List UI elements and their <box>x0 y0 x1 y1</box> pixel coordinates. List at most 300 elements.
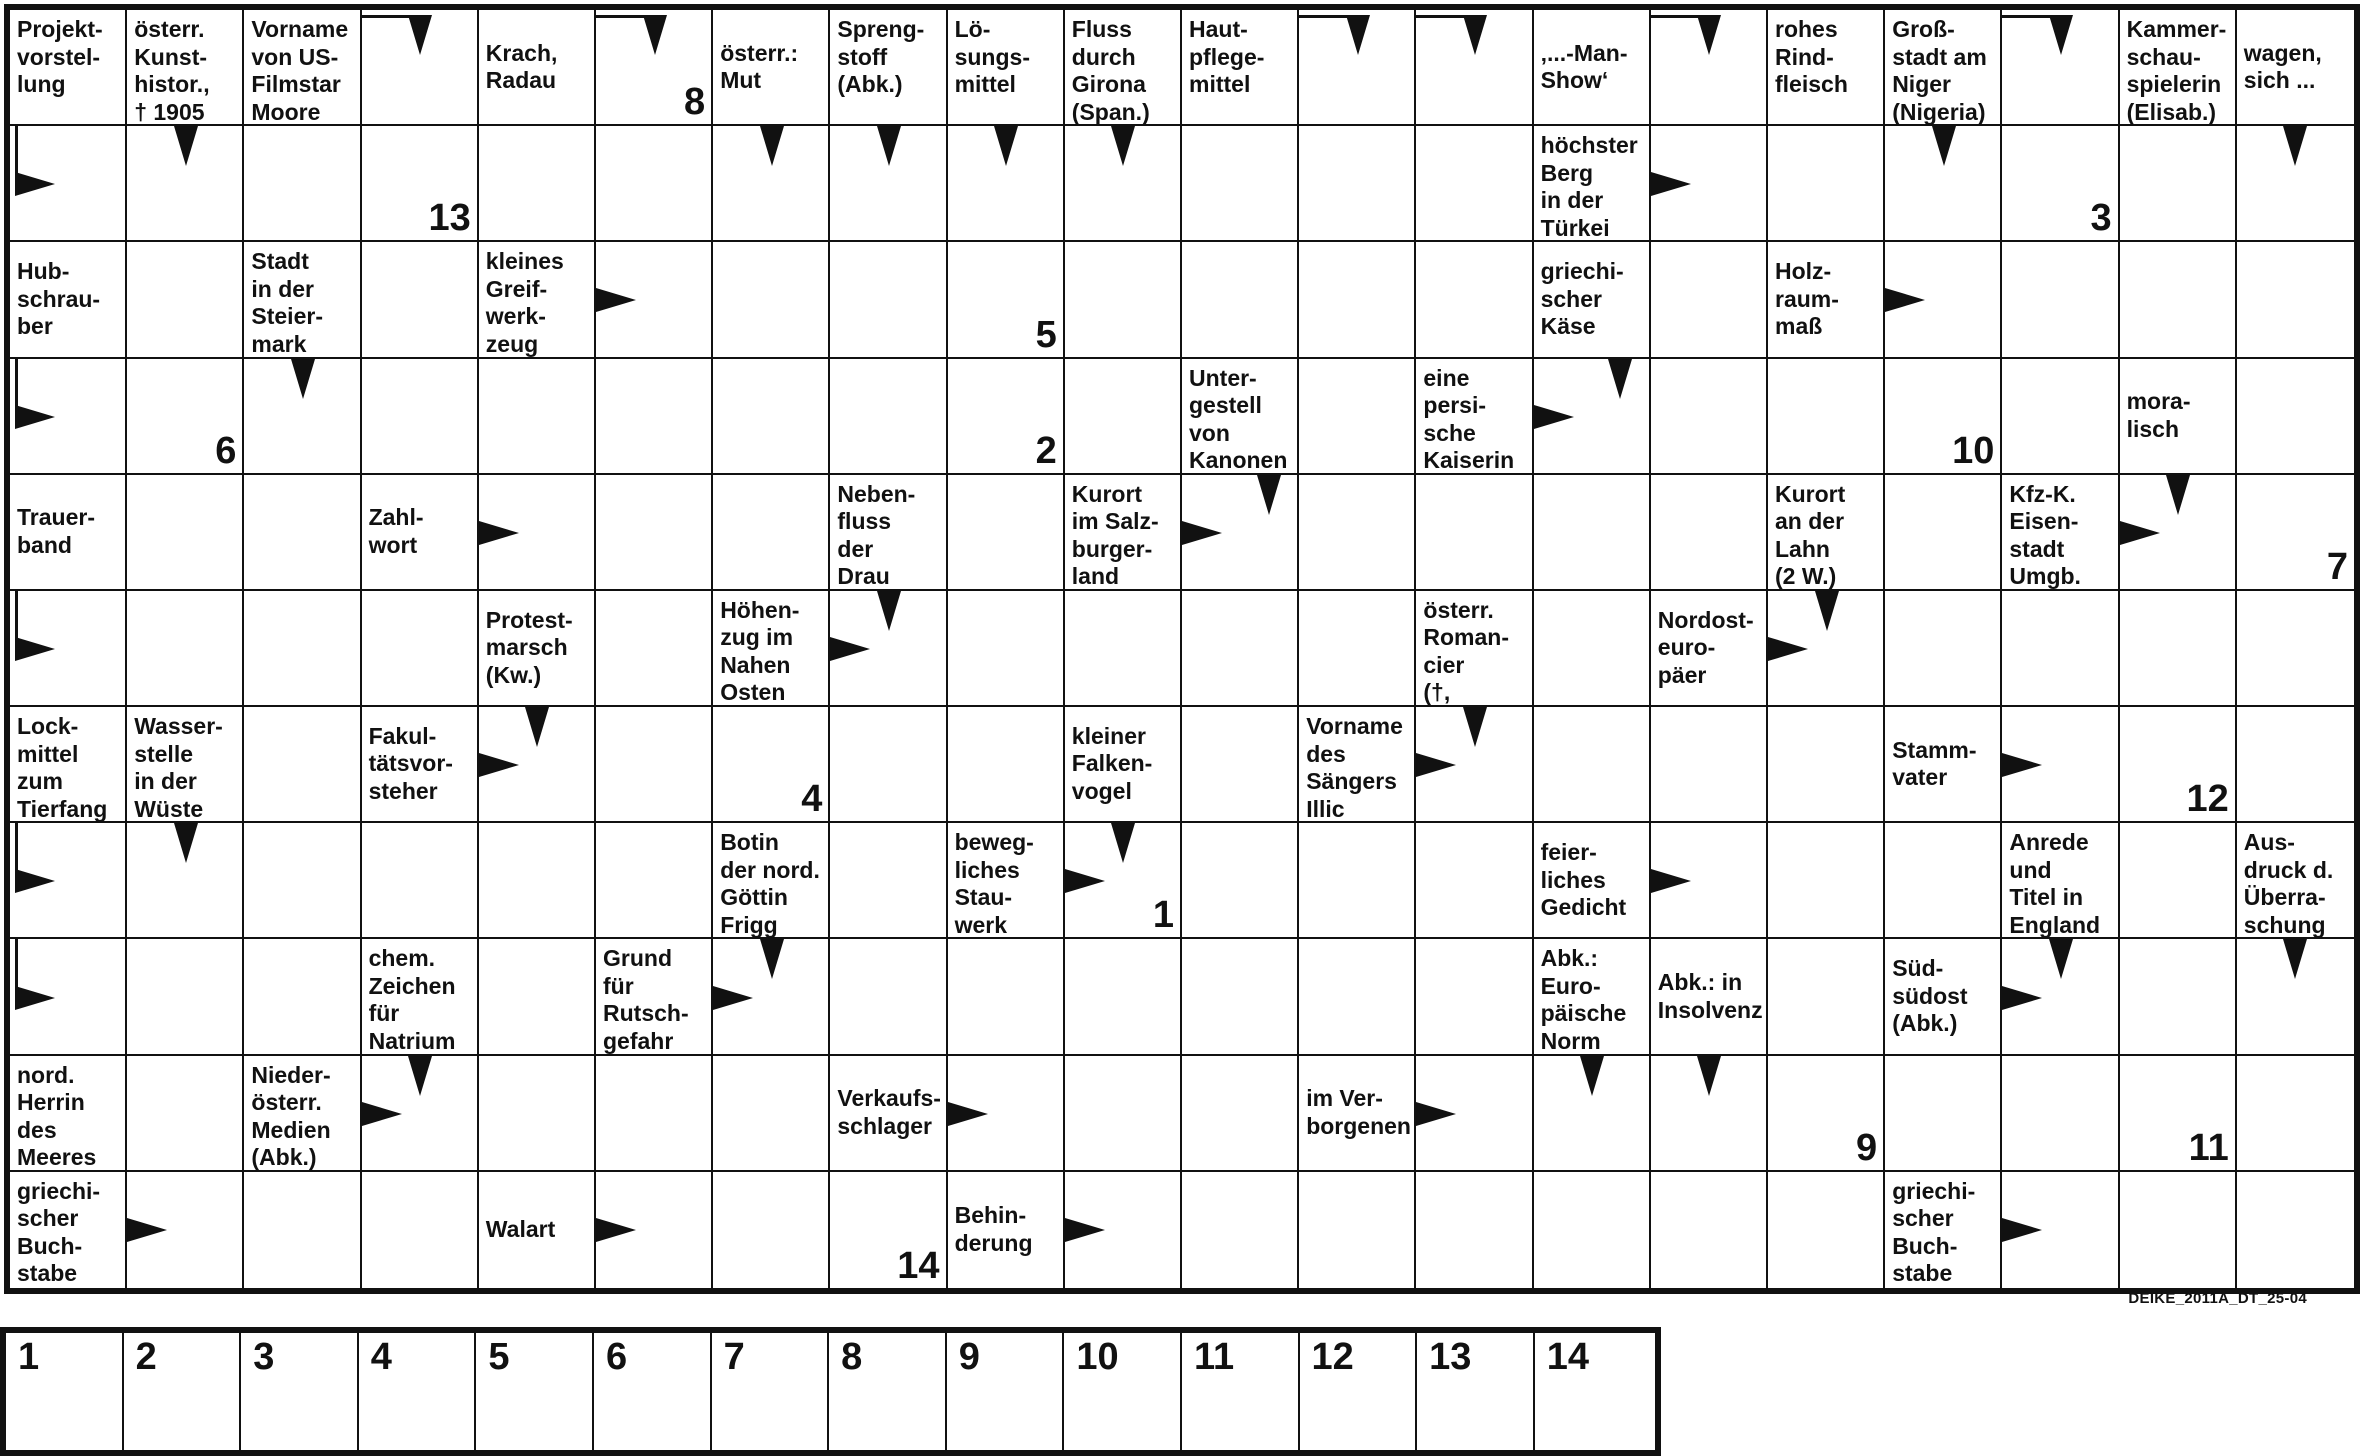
answer-cell[interactable] <box>713 126 830 242</box>
arrow-down-icon <box>1346 15 1370 55</box>
answer-cell[interactable] <box>1065 126 1182 242</box>
clue-cell <box>1299 1056 1416 1172</box>
solution-box[interactable] <box>594 1333 712 1450</box>
solution-number: 11 <box>2188 1126 2229 1169</box>
answer-cell[interactable] <box>2002 1172 2119 1288</box>
answer-cell[interactable] <box>244 359 361 475</box>
clue-text: chem. Zeichen für Natrium <box>368 945 456 1054</box>
answer-cell[interactable] <box>596 1056 713 1172</box>
answer-cell[interactable] <box>244 707 361 823</box>
answer-cell[interactable] <box>1885 591 2002 707</box>
answer-cell[interactable] <box>1065 591 1182 707</box>
solution-row <box>0 1327 1661 1456</box>
solution-number: 6 <box>215 429 237 472</box>
arrow-down-icon <box>2283 939 2307 979</box>
answer-cell[interactable] <box>1651 823 1768 939</box>
answer-cell[interactable] <box>1651 1172 1768 1288</box>
clue-cell <box>830 10 947 126</box>
answer-cell[interactable] <box>127 823 244 939</box>
answer-cell[interactable] <box>1885 242 2002 358</box>
answer-cell[interactable] <box>713 707 830 823</box>
answer-cell[interactable] <box>1182 823 1299 939</box>
clue-cell <box>713 823 830 939</box>
clue-cell <box>10 475 127 591</box>
clue-cell <box>2120 10 2237 126</box>
answer-cell[interactable] <box>1534 1172 1651 1288</box>
answer-cell[interactable] <box>10 939 127 1055</box>
solution-box[interactable] <box>241 1333 359 1450</box>
solution-box[interactable] <box>1417 1333 1535 1450</box>
answer-cell[interactable] <box>244 1172 361 1288</box>
answer-cell[interactable] <box>479 359 596 475</box>
clue-cell <box>244 1056 361 1172</box>
answer-cell[interactable] <box>2237 1172 2354 1288</box>
answer-cell[interactable] <box>1416 1056 1533 1172</box>
answer-cell[interactable] <box>1885 823 2002 939</box>
arrow-down-icon <box>1111 823 1135 863</box>
answer-cell[interactable] <box>1416 1172 1533 1288</box>
arrow-right-icon <box>1651 869 1691 893</box>
clue-text: griechi- scher Käse <box>1540 258 1624 340</box>
arrow-down-icon <box>174 126 198 166</box>
clue-cell <box>479 242 596 358</box>
answer-cell[interactable] <box>1416 10 1533 126</box>
answer-cell[interactable] <box>948 939 1065 1055</box>
clue-cell <box>479 591 596 707</box>
clue-text: Vorname des Sängers Illic <box>1306 713 1403 822</box>
solution-box[interactable] <box>712 1333 830 1450</box>
answer-cell[interactable] <box>1182 1172 1299 1288</box>
answer-cell[interactable] <box>2002 359 2119 475</box>
answer-cell[interactable] <box>948 359 1065 475</box>
clue-text: Verkaufs- schlager <box>837 1085 941 1139</box>
solution-number: 8 <box>684 81 706 124</box>
answer-cell[interactable] <box>127 1056 244 1172</box>
answer-cell[interactable] <box>1768 823 1885 939</box>
clue-text: Nieder- österr. Medien (Abk.) <box>251 1061 331 1171</box>
answer-cell[interactable] <box>830 591 947 707</box>
answer-cell[interactable] <box>1182 1056 1299 1172</box>
answer-cell[interactable] <box>1299 126 1416 242</box>
answer-cell[interactable] <box>1416 823 1533 939</box>
clue-cell <box>1534 939 1651 1055</box>
clue-text: Walart <box>485 1216 556 1243</box>
answer-cell[interactable] <box>1651 1056 1768 1172</box>
clue-cell <box>1768 475 1885 591</box>
arrow-down-icon <box>1580 1056 1604 1096</box>
answer-cell[interactable] <box>830 1172 947 1288</box>
clue-text: Botin der nord. Göttin Frigg <box>720 829 820 938</box>
answer-cell[interactable] <box>1065 242 1182 358</box>
clue-text: Trauer- band <box>17 504 95 558</box>
answer-cell[interactable] <box>713 475 830 591</box>
answer-cell[interactable] <box>1534 359 1651 475</box>
answer-cell[interactable] <box>1651 475 1768 591</box>
solution-number: 10 <box>1952 429 1995 472</box>
solution-box[interactable] <box>1300 1333 1418 1450</box>
answer-cell[interactable] <box>1885 1056 2002 1172</box>
clue-text: österr.: Mut <box>720 39 799 94</box>
answer-cell[interactable] <box>596 10 713 126</box>
arrow-right-icon <box>2002 1218 2042 1242</box>
clue-text: griechi- scher Buch- stabe <box>1892 1177 1976 1287</box>
answer-cell[interactable] <box>1416 475 1533 591</box>
answer-cell[interactable] <box>1299 475 1416 591</box>
clue-text: Grund für Rutsch- gefahr <box>603 945 689 1054</box>
clue-cell <box>1534 10 1651 126</box>
answer-cell[interactable] <box>479 126 596 242</box>
answer-cell[interactable] <box>1651 126 1768 242</box>
solution-box-number: 3 <box>253 1336 275 1378</box>
arrow-down-icon <box>1463 707 1487 747</box>
answer-cell[interactable] <box>1885 359 2002 475</box>
answer-cell[interactable] <box>362 591 479 707</box>
solution-box[interactable] <box>359 1333 477 1450</box>
arrow-down-icon <box>1463 15 1487 55</box>
answer-cell[interactable] <box>1182 591 1299 707</box>
clue-text: Spreng- stoff (Abk.) <box>837 16 925 97</box>
clue-cell <box>127 707 244 823</box>
answer-cell[interactable] <box>244 939 361 1055</box>
arrow-down-icon <box>1697 1056 1721 1096</box>
clue-cell <box>362 939 479 1055</box>
answer-cell[interactable] <box>479 707 596 823</box>
answer-cell[interactable] <box>596 823 713 939</box>
solution-box-number: 6 <box>605 1336 628 1378</box>
answer-cell[interactable] <box>2002 1056 2119 1172</box>
answer-cell[interactable] <box>1768 939 1885 1055</box>
answer-cell[interactable] <box>1182 475 1299 591</box>
answer-cell[interactable] <box>830 242 947 358</box>
answer-cell[interactable] <box>1299 591 1416 707</box>
solution-box[interactable] <box>124 1333 242 1450</box>
clue-text: beweg- liches Stau- werk <box>954 829 1034 938</box>
answer-cell[interactable] <box>596 1172 713 1288</box>
arrow-down-icon <box>525 707 549 747</box>
clue-cell <box>713 591 830 707</box>
answer-cell[interactable] <box>713 1172 830 1288</box>
solution-box-number: 12 <box>1311 1336 1354 1378</box>
answer-cell[interactable] <box>2002 242 2119 358</box>
answer-cell[interactable] <box>1065 939 1182 1055</box>
clue-cell <box>596 939 713 1055</box>
clue-cell <box>362 707 479 823</box>
clue-text: ‚...-Man- Show‘ <box>1540 39 1628 94</box>
clue-cell <box>2237 10 2354 126</box>
clue-text: Aus- druck d. Überra- schung <box>2243 829 2334 938</box>
solution-box[interactable] <box>829 1333 947 1450</box>
answer-cell[interactable] <box>1534 1056 1651 1172</box>
answer-cell[interactable] <box>1299 242 1416 358</box>
clue-text: Groß- stadt am Niger (Nigeria) <box>1892 16 1987 125</box>
answer-cell[interactable] <box>2237 359 2354 475</box>
answer-cell[interactable] <box>1182 707 1299 823</box>
clue-text: Neben- fluss der Drau <box>837 480 916 590</box>
answer-cell[interactable] <box>127 591 244 707</box>
answer-cell[interactable] <box>1416 242 1533 358</box>
arrow-right-icon <box>1416 1102 1456 1126</box>
clue-cell <box>1651 939 1768 1055</box>
solution-box[interactable] <box>1064 1333 1182 1450</box>
clue-cell <box>1768 242 1885 358</box>
arrow-down-icon <box>408 15 432 55</box>
answer-cell[interactable] <box>713 359 830 475</box>
clue-text: Lock- mittel zum Tierfang <box>17 713 108 822</box>
answer-cell[interactable] <box>2120 823 2237 939</box>
clue-text: im Ver- borgenen <box>1306 1085 1411 1139</box>
answer-cell[interactable] <box>2237 475 2354 591</box>
clue-cell <box>1416 591 1533 707</box>
answer-cell[interactable] <box>2237 126 2354 242</box>
solution-number: 12 <box>2186 778 2229 821</box>
arrow-right-icon <box>1651 172 1691 196</box>
clue-text: österr. Kunst- histor., † 1905 <box>134 16 210 125</box>
answer-cell[interactable] <box>948 475 1065 591</box>
answer-cell[interactable] <box>1182 126 1299 242</box>
answer-cell[interactable] <box>2002 126 2119 242</box>
answer-cell[interactable] <box>1885 475 2002 591</box>
answer-cell[interactable] <box>2120 591 2237 707</box>
solution-box-number: 8 <box>841 1336 863 1378</box>
answer-cell[interactable] <box>10 126 127 242</box>
clue-cell <box>127 10 244 126</box>
answer-cell[interactable] <box>1065 359 1182 475</box>
clue-cell <box>1885 1172 2002 1288</box>
arrow-right-icon <box>15 405 55 429</box>
clue-text: Unter- gestell von Kanonen <box>1189 364 1288 474</box>
clue-text: Lö- sungs- mittel <box>954 16 1030 97</box>
answer-cell[interactable] <box>2002 939 2119 1055</box>
answer-cell[interactable] <box>127 475 244 591</box>
answer-cell[interactable] <box>830 359 947 475</box>
answer-cell[interactable] <box>1416 126 1533 242</box>
crossword-grid <box>4 4 2360 1294</box>
answer-cell[interactable] <box>596 126 713 242</box>
solution-box[interactable] <box>947 1333 1065 1450</box>
answer-cell[interactable] <box>1299 939 1416 1055</box>
clue-text: Wasser- stelle in der Wüste <box>134 713 223 822</box>
answer-cell[interactable] <box>596 359 713 475</box>
solution-number: 13 <box>428 197 471 240</box>
clue-cell <box>10 242 127 358</box>
clue-text: Nordost- euro- päer <box>1657 606 1754 688</box>
answer-cell[interactable] <box>1768 591 1885 707</box>
clue-cell <box>2120 359 2237 475</box>
answer-cell[interactable] <box>244 126 361 242</box>
answer-cell[interactable] <box>1065 1172 1182 1288</box>
answer-cell[interactable] <box>1065 823 1182 939</box>
answer-cell[interactable] <box>127 359 244 475</box>
arrow-down-icon <box>1815 591 1839 631</box>
arrow-down-icon <box>2049 15 2073 55</box>
answer-cell[interactable] <box>2120 1056 2237 1172</box>
solution-number: 2 <box>1035 429 1057 472</box>
answer-cell[interactable] <box>362 1056 479 1172</box>
answer-cell[interactable] <box>948 126 1065 242</box>
answer-cell[interactable] <box>10 823 127 939</box>
arrow-down-icon <box>994 126 1018 166</box>
answer-cell[interactable] <box>948 707 1065 823</box>
solution-box[interactable] <box>476 1333 594 1450</box>
answer-cell[interactable] <box>362 10 479 126</box>
clue-text: wagen, sich ... <box>2243 39 2322 94</box>
solution-number: 9 <box>1856 1126 1878 1169</box>
arrow-down-icon <box>643 15 667 55</box>
solution-number: 5 <box>1035 313 1057 356</box>
answer-cell[interactable] <box>2237 591 2354 707</box>
answer-cell[interactable] <box>1299 359 1416 475</box>
solution-number: 3 <box>2090 197 2112 240</box>
arrow-down-icon <box>408 1056 432 1096</box>
answer-cell[interactable] <box>2237 1056 2354 1172</box>
clue-cell <box>2002 823 2119 939</box>
answer-cell[interactable] <box>948 1056 1065 1172</box>
clue-cell <box>362 475 479 591</box>
arrow-right-icon <box>713 986 753 1010</box>
answer-cell[interactable] <box>2120 1172 2237 1288</box>
clue-text: Anrede und Titel in England <box>2009 829 2101 938</box>
arrow-right-icon <box>1416 753 1456 777</box>
clue-cell <box>948 10 1065 126</box>
answer-cell[interactable] <box>1182 939 1299 1055</box>
answer-cell[interactable] <box>127 1172 244 1288</box>
clue-text: mora- lisch <box>2126 388 2191 442</box>
solution-box-number: 5 <box>488 1336 510 1378</box>
answer-cell[interactable] <box>362 1172 479 1288</box>
arrow-right-icon <box>596 288 636 312</box>
puzzle-code: DEIKE_2011A_DT_25-04 <box>2128 1290 2307 1307</box>
answer-cell[interactable] <box>1299 1172 1416 1288</box>
arrow-down-icon <box>1932 126 1956 166</box>
answer-cell[interactable] <box>2120 939 2237 1055</box>
solution-box-number: 14 <box>1546 1336 1589 1378</box>
arrow-right-icon <box>15 869 55 893</box>
clue-text: Protest- marsch (Kw.) <box>485 606 573 688</box>
answer-cell[interactable] <box>244 823 361 939</box>
clue-cell <box>244 10 361 126</box>
clue-cell <box>1065 475 1182 591</box>
answer-cell[interactable] <box>2237 939 2354 1055</box>
answer-cell[interactable] <box>2120 242 2237 358</box>
answer-cell[interactable] <box>1534 591 1651 707</box>
answer-cell[interactable] <box>1651 242 1768 358</box>
answer-cell[interactable] <box>830 823 947 939</box>
clue-text: höchster Berg in der Türkei <box>1540 132 1638 241</box>
solution-box[interactable] <box>1535 1333 1655 1450</box>
answer-cell[interactable] <box>2002 10 2119 126</box>
answer-cell[interactable] <box>713 242 830 358</box>
answer-cell[interactable] <box>1768 1056 1885 1172</box>
answer-cell[interactable] <box>713 1056 830 1172</box>
answer-cell[interactable] <box>596 475 713 591</box>
clue-cell <box>479 10 596 126</box>
answer-cell[interactable] <box>1885 126 2002 242</box>
arrow-right-icon <box>1065 869 1105 893</box>
answer-cell[interactable] <box>362 126 479 242</box>
answer-cell[interactable] <box>1651 359 1768 475</box>
answer-cell[interactable] <box>362 359 479 475</box>
clue-text: Fluss durch Girona (Span.) <box>1071 16 1150 125</box>
clue-text: Kurort im Salz- burger- land <box>1071 480 1159 590</box>
answer-cell[interactable] <box>362 823 479 939</box>
answer-cell[interactable] <box>1299 823 1416 939</box>
arrow-right-icon <box>1885 288 1925 312</box>
answer-cell[interactable] <box>244 475 361 591</box>
solution-box[interactable] <box>6 1333 124 1450</box>
answer-cell[interactable] <box>127 126 244 242</box>
answer-cell[interactable] <box>1651 10 1768 126</box>
answer-cell[interactable] <box>127 242 244 358</box>
answer-cell[interactable] <box>2002 591 2119 707</box>
answer-cell[interactable] <box>362 242 479 358</box>
answer-cell[interactable] <box>2002 707 2119 823</box>
answer-cell[interactable] <box>10 591 127 707</box>
arrow-right-icon <box>15 637 55 661</box>
answer-cell[interactable] <box>1534 475 1651 591</box>
solution-box[interactable] <box>1182 1333 1300 1450</box>
clue-text: nord. Herrin des Meeres <box>17 1061 97 1171</box>
answer-cell[interactable] <box>2237 242 2354 358</box>
answer-cell[interactable] <box>830 707 947 823</box>
answer-cell[interactable] <box>948 591 1065 707</box>
clue-cell <box>1885 939 2002 1055</box>
answer-cell[interactable] <box>1768 1172 1885 1288</box>
answer-cell[interactable] <box>1768 707 1885 823</box>
answer-cell[interactable] <box>1534 707 1651 823</box>
answer-cell[interactable] <box>479 475 596 591</box>
answer-cell[interactable] <box>1182 242 1299 358</box>
arrow-right-icon <box>1065 1218 1105 1242</box>
clue-cell <box>10 1056 127 1172</box>
arrow-down-icon <box>877 126 901 166</box>
answer-cell[interactable] <box>127 939 244 1055</box>
answer-cell[interactable] <box>1299 10 1416 126</box>
answer-cell[interactable] <box>2120 707 2237 823</box>
answer-cell[interactable] <box>713 939 830 1055</box>
answer-cell[interactable] <box>2120 475 2237 591</box>
answer-cell[interactable] <box>2120 126 2237 242</box>
answer-cell[interactable] <box>1416 939 1533 1055</box>
answer-cell[interactable] <box>1768 126 1885 242</box>
answer-cell[interactable] <box>2237 707 2354 823</box>
answer-cell[interactable] <box>479 939 596 1055</box>
answer-cell[interactable] <box>1768 359 1885 475</box>
answer-cell[interactable] <box>830 126 947 242</box>
clue-cell <box>1416 359 1533 475</box>
clue-cell <box>1768 10 1885 126</box>
answer-cell[interactable] <box>10 359 127 475</box>
answer-cell[interactable] <box>1651 707 1768 823</box>
arrow-right-icon <box>2120 521 2160 545</box>
answer-cell[interactable] <box>830 939 947 1055</box>
clue-text: Kammer- schau- spielerin (Elisab.) <box>2126 16 2227 125</box>
arrow-right-icon <box>479 521 519 545</box>
clue-cell <box>830 475 947 591</box>
answer-cell[interactable] <box>948 242 1065 358</box>
answer-cell[interactable] <box>244 591 361 707</box>
answer-cell[interactable] <box>479 823 596 939</box>
answer-cell[interactable] <box>596 707 713 823</box>
clue-cell <box>1885 707 2002 823</box>
solution-box-number: 1 <box>18 1336 40 1378</box>
clue-cell <box>830 1056 947 1172</box>
answer-cell[interactable] <box>1065 1056 1182 1172</box>
answer-cell[interactable] <box>479 1056 596 1172</box>
answer-cell[interactable] <box>596 242 713 358</box>
clue-text: kleines Greif- werk- zeug <box>485 248 564 357</box>
answer-cell[interactable] <box>596 591 713 707</box>
answer-cell[interactable] <box>1416 707 1533 823</box>
